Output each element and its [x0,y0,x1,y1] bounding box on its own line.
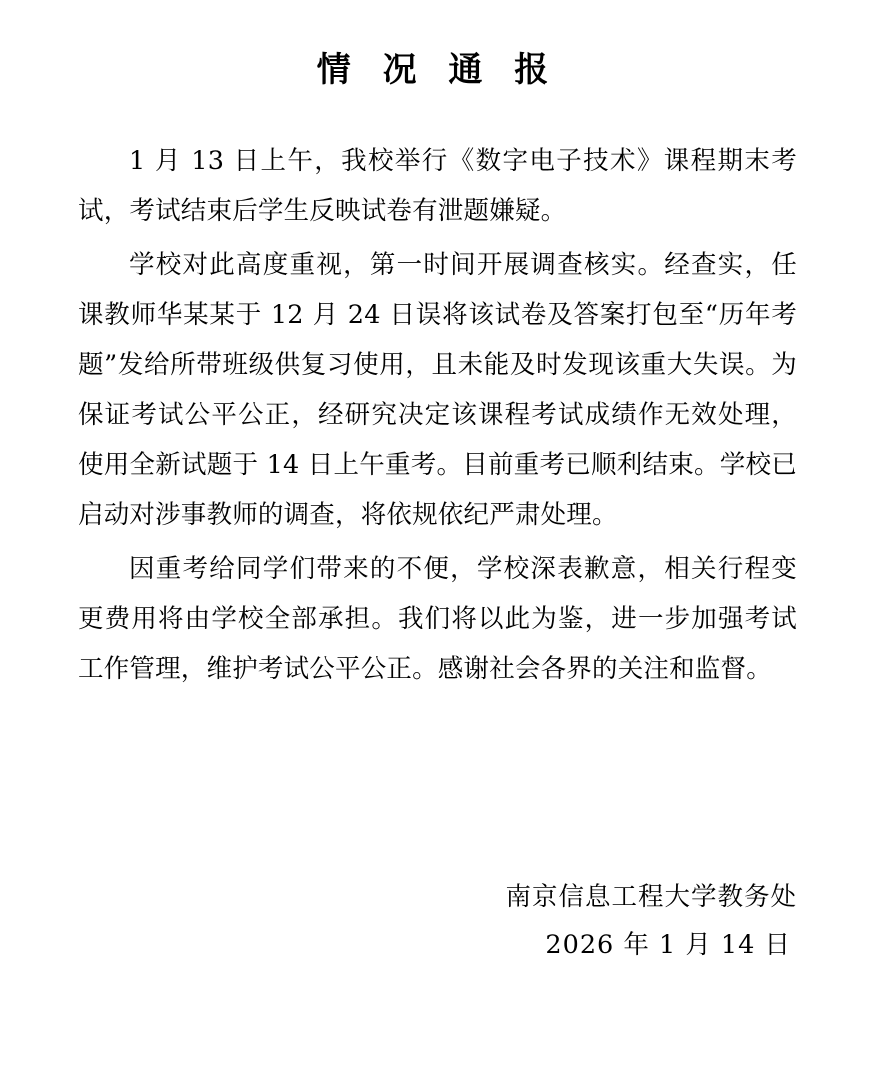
signature-date: 2026 年 1 月 14 日 [545,930,791,960]
signature-block [505,873,797,969]
paragraph: 因重考给同学们带来的不便，学校深表歉意，相关行程变更费用将由学校全部承担。我们将以此为鉴，进一步加强考试工作管理，维护考试公平公正。感谢社会各界的关注和监督。 [78,554,797,685]
document-body [78,136,797,694]
paragraph: 学校对此高度重视，第一时间开展调查核实。经查实，任课教师华某某于 12 月 24 日误将该试卷及答案打包至“历年考题”发给所带班级供复习使用，且未能及时发现该重大失误。为保证考试公平公正，经研究决定该课程考试成绩作无效处理，使用全新试题于 14 日上午重考。目前重考已顺利结束。学校已启动对涉事教师的调查，将依规依纪严肃处理。 [78,250,797,531]
page-title: 情 况 通 报 [316,50,559,90]
document-page [0,48,875,1087]
signature-issuer: 南京信息工程大学教务处 [505,882,797,912]
paragraph: 1 月 13 日上午，我校举行《数字电子技术》课程期末考试，考试结束后学生反映试卷有泄题嫌疑。 [78,146,797,227]
